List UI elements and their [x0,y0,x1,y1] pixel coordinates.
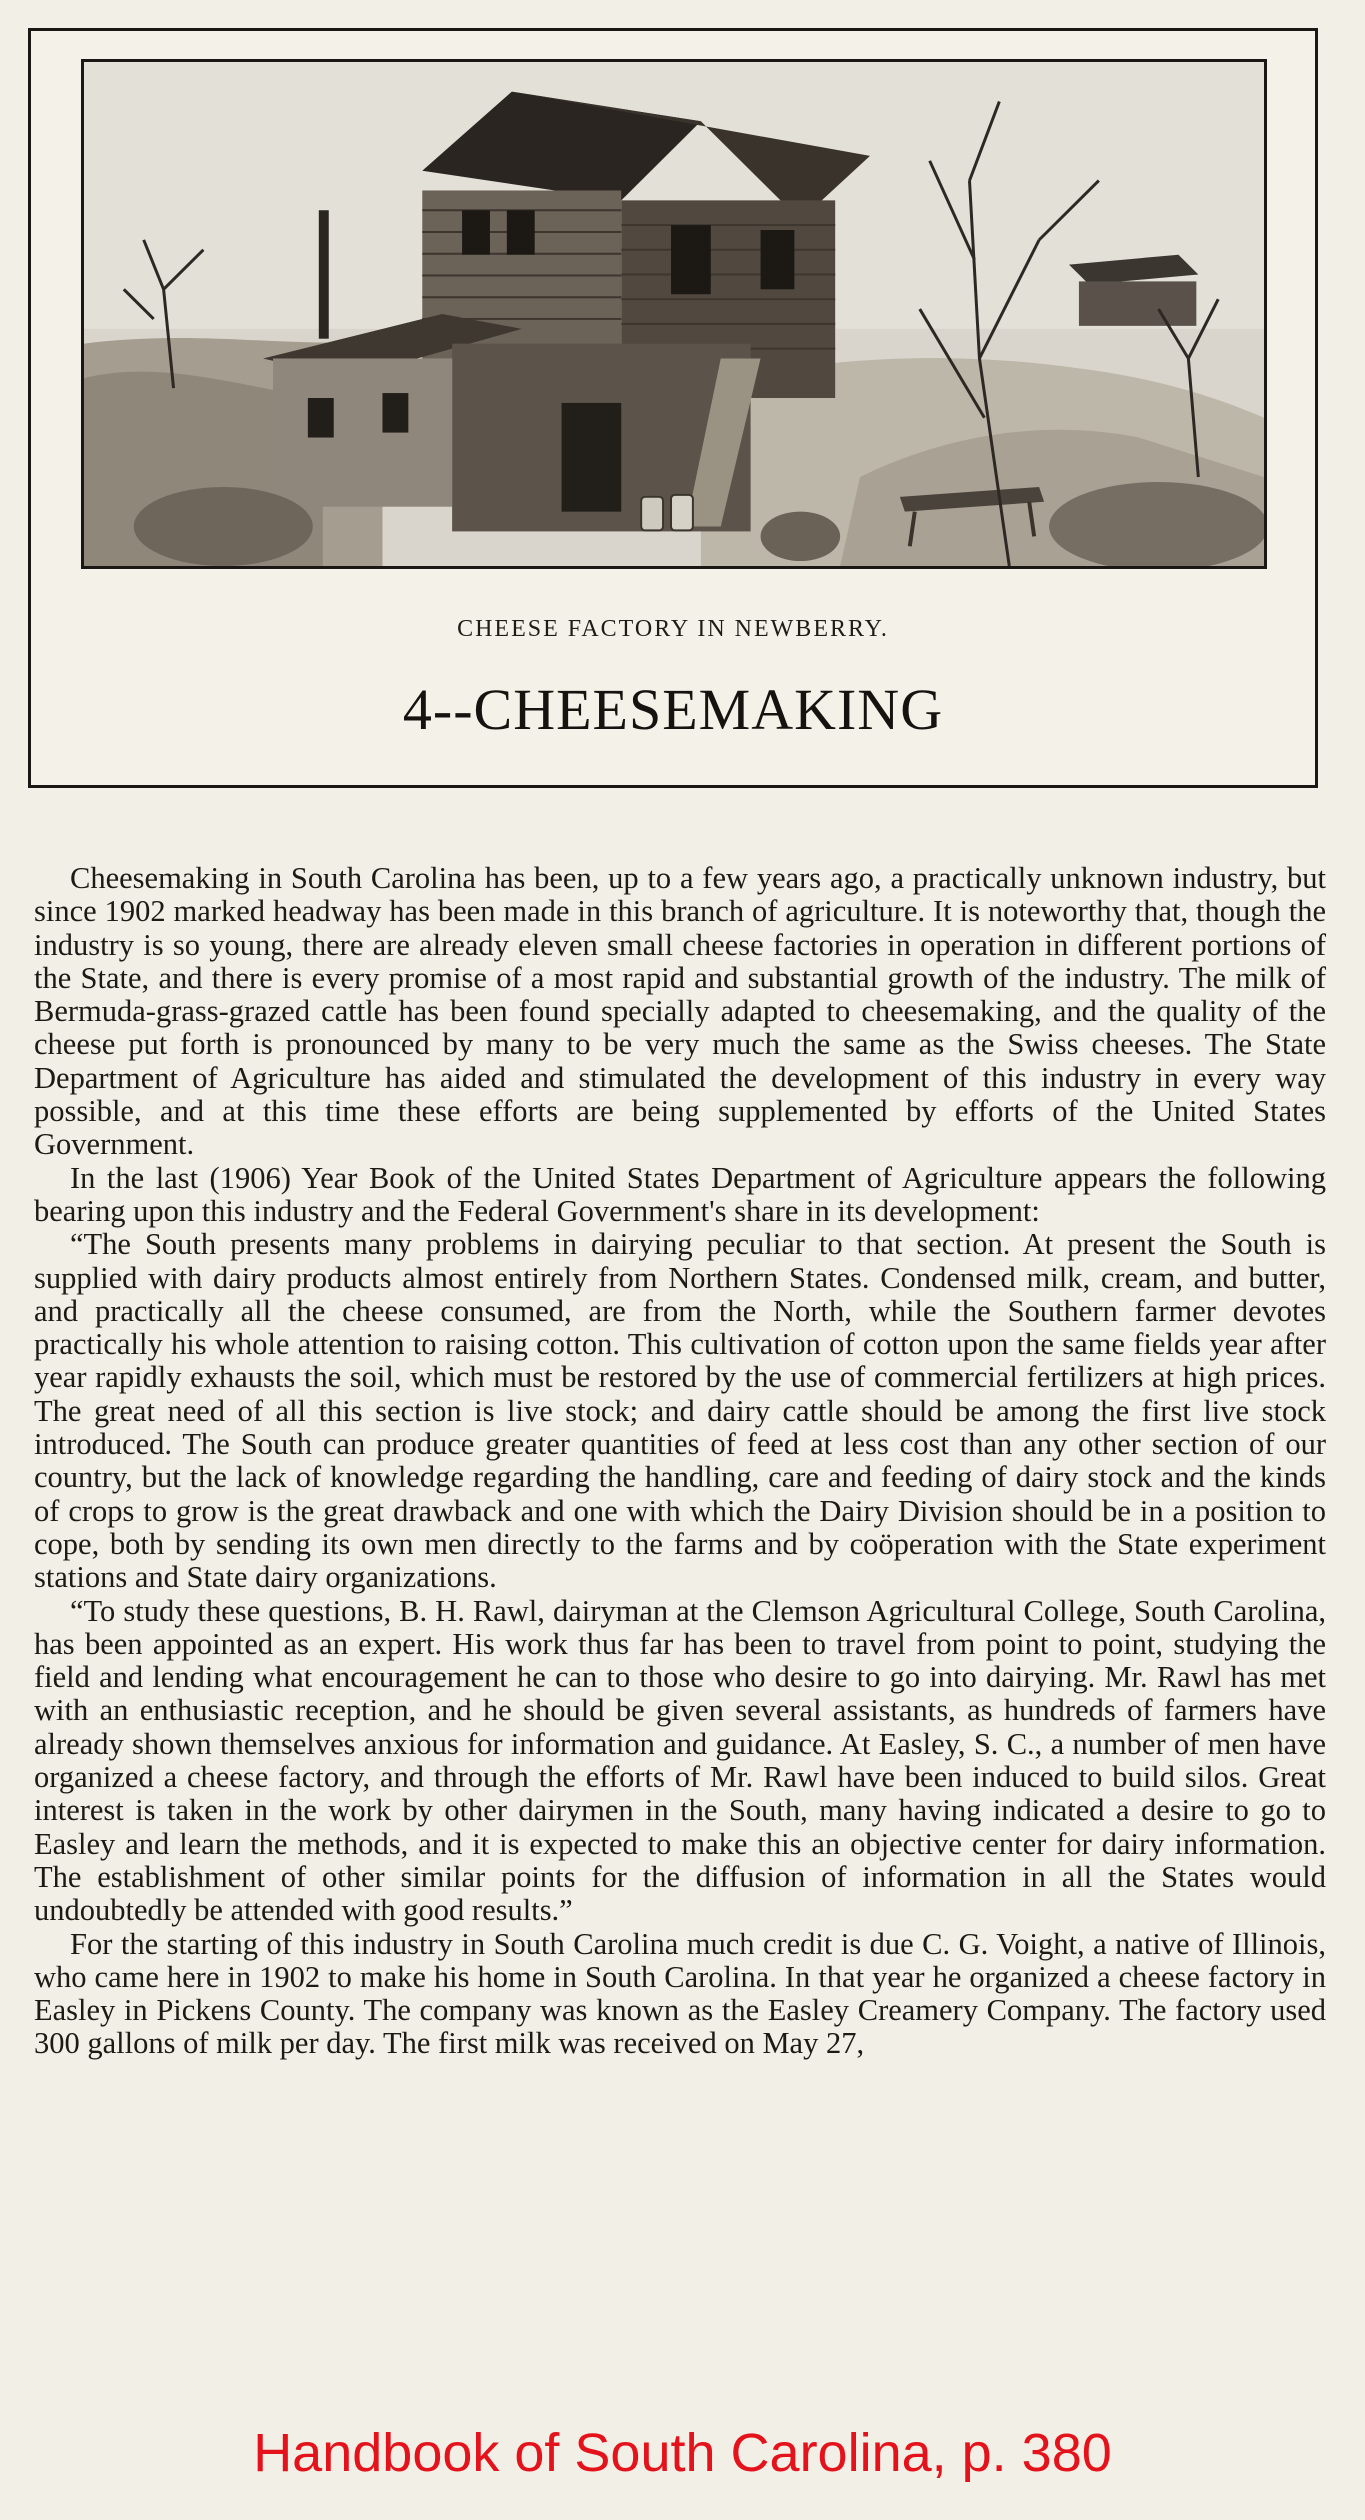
cheese-factory-photo [81,59,1267,569]
paragraph-2: In the last (1906) Year Book of the United States Department of Agriculture appears the following bearing upon this industry and the Federal Government's share in its development: [34,1160,1326,1228]
paragraph-3-quote: “The South presents many problems in dairying peculiar to that section. At present the South is supplied with dairy products almost entirely from Northern States. Condensed milk, cream, and butter, and practically all the cheese consumed, are from the North, while the Southern farmer devotes practically his whole attention to raising cotton. This cultivation of cotton upon the same fields year after year rapidly exhausts the soil, which must be restored by the use of commercial fertilizers at high prices. The great need of all this section is live stock; and dairy cattle should be among the first live stock introduced. The South can produce greater quantities of feed at less cost than any other section of our country, but the lack of knowledge regarding the handling, care and feeding of dairy stock and the kinds of crops to grow is the great drawback and one with which the Dairy Division should be in a position to cope, both by sending its own men directly to the farms and by coöperation with the State experiment stations and State dairy organizations. [34,1227,1326,1595]
paragraph-4-quote: “To study these questions, B. H. Rawl, dairyman at the Clemson Agricultural College, South Carolina, has been appointed as an expert. His work thus far has been to travel from point to point, studying the field and lending what encouragement he can to those who desire to go into dairying. Mr. Rawl has met with an enthusiastic reception, and he should be given several assistants, as hundreds of farmers have already shown themselves anxious for information and guidance. At Easley, S. C., a number of men have organized a cheese factory, and through the efforts of Mr. Rawl have been induced to build silos. Great interest is taken in the work by other dairymen in the South, many having indicated a desire to go to Easley and learn the methods, and it is expected to make this an objective center for dairy information. The establishment of other similar points for the diffusion of information in all the States would undoubtedly be attended with good results.” [34,1593,1326,1928]
figure-caption: CHEESE FACTORY IN NEWBERRY. [457,616,889,642]
cheese-factory-illustration [84,62,1264,566]
source-citation: Handbook of South Carolina, p. 380 [253,2423,1112,2483]
article-body [34,862,1326,2061]
paragraph-5: For the starting of this industry in South Carolina much credit is due C. G. Voight, a native of Illinois, who came here in 1902 to make his home in South Carolina. In that year he organized a cheese factory in Easley in Pickens County. The company was known as the Easley Creamery Company. The factory used 300 gallons of milk per day. The first milk was received on May 27, [34,1926,1326,2061]
header-frame [28,28,1318,788]
chapter-title: 4--CHEESEMAKING [402,677,944,742]
paragraph-1: Cheesemaking in South Carolina has been, up to a few years ago, a practically unknown industry, but since 1902 marked headway has been made in this branch of agriculture. It is noteworthy that, though the industry is so young, there are already eleven small cheese factories in operation in different portions of the State, and there is every promise of a most rapid and substantial growth of the industry. The milk of Bermuda-grass-grazed cattle has been found specially adapted to cheesemaking, and the quality of the cheese put forth is pronounced by many to be very much the same as the Swiss cheeses. The State Department of Agriculture has aided and stimulated the development of this industry in every way possible, and at this time these efforts are being supplemented by efforts of the United States Government. [34,861,1326,1162]
